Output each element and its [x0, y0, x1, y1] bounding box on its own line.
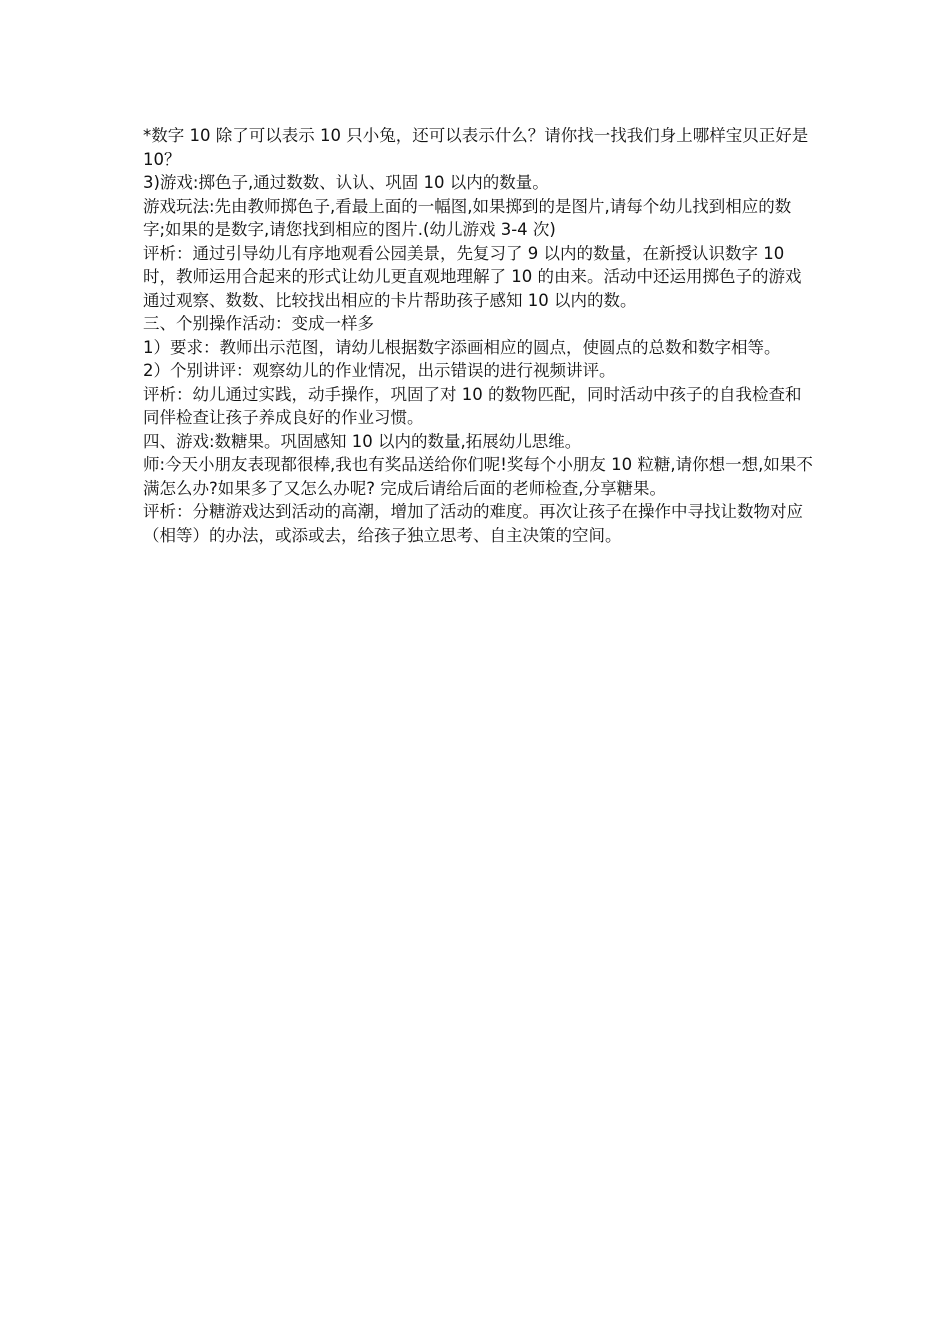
paragraph-teacher-speech: 师:今天小朋友表现都很棒,我也有奖品送给你们呢!奖每个小朋友 10 粒糖,请你想一想,如果不满怎么办?如果多了又怎么办呢? 完成后请给后面的老师检查,分享糖果。 — [143, 455, 813, 498]
paragraph-game-rules: 游戏玩法:先由教师掷色子,看最上面的一幅图,如果掷到的是图片,请每个幼儿找到相应的数字;如果的是数字,请您找到相应的图片.(幼儿游戏 3-4 次) — [143, 196, 792, 239]
paragraph-number-ten-question: *数字 10 除了可以表示 10 只小兔，还可以表示什么？请你找一找我们身上哪样宝贝正好是 10？ — [143, 126, 809, 169]
section-heading-individual-activity: 三、个别操作活动：变成一样多 — [143, 314, 374, 333]
paragraph-requirement: 1）要求：教师出示范图，请幼儿根据数字添画相应的圆点，使圆点的总数和数字相等。 — [143, 337, 781, 357]
paragraph-commentary-1: 评析：通过引导幼儿有序地观看公园美景，先复习了 9 以内的数量，在新授认识数字 10 时，教师运用合起来的形式让幼儿更直观地理解了 10 的由来。活动中还运用掷色子的游戏通过观察、数数、比较找出相应的卡片帮助孩子感知 10 以内的数。 — [143, 243, 802, 310]
section-heading-candy-game: 四、游戏:数糖果。巩固感知 10 以内的数量,拓展幼儿思维。 — [143, 431, 582, 451]
paragraph-commentary-3: 评析：分糖游戏达到活动的高潮，增加了活动的难度。再次让孩子在操作中寻找让数物对应（相等）的办法，或添或去，给孩子独立思考、自主决策的空间。 — [143, 502, 803, 545]
paragraph-commentary-2: 评析：幼儿通过实践，动手操作，巩固了对 10 的数物匹配，同时活动中孩子的自我检查和同伴检查让孩子养成良好的作业习惯。 — [143, 384, 802, 427]
paragraph-dice-game-heading: 3)游戏:掷色子,通过数数、认认、巩固 10 以内的数量。 — [143, 173, 549, 192]
paragraph-individual-review: 2）个别讲评：观察幼儿的作业情况，出示错误的进行视频讲评。 — [143, 361, 616, 380]
document-body — [143, 124, 813, 547]
